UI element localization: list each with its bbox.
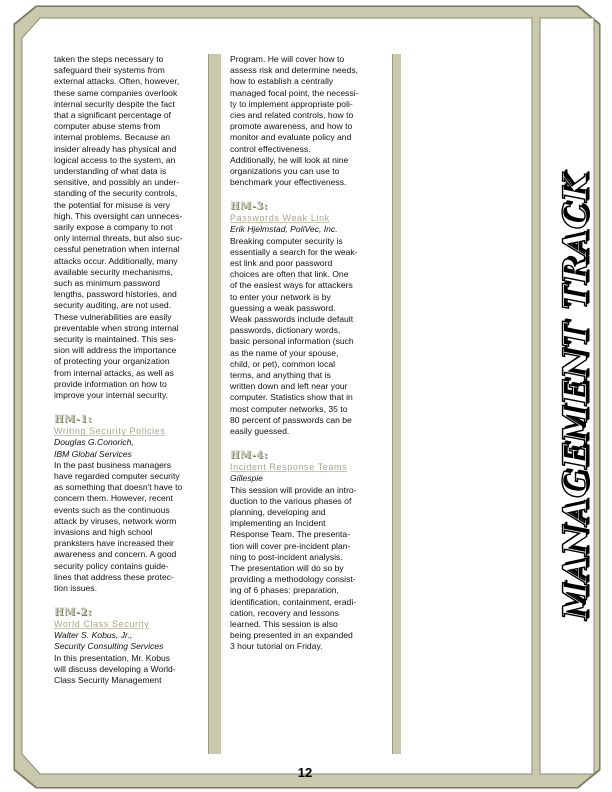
session-body: This session will provide an intro- duction to the various phases of planning, developing and implementing an Incident Response Team. The presenta- tion will cover pre-incident plan- ning to post-incident analysis. The presentation will do so by providing a methodology consist- ing of 6 phases: preparation, identification, containment, eradi- cation, recovery and lessons learned. This session is also being presented in an expanded 3 hour tutorial on Friday. — [230, 484, 357, 652]
text-column-1 — [54, 54, 214, 686]
column2-intro: Program. He will cover how to assess risk and determine needs, how to establish a centrally managed focal point, the necessi- ty to implement appropriate poli- cies and related controls, how to promote awareness, and how to monitor and evaluate policy and control effectiveness. Additionally, he will look at nine organizations you can use to benchmark your effectiveness. — [230, 54, 359, 188]
session-body: In this presentation, Mr. Kobus will discuss developing a World- Class Security Management — [54, 652, 176, 685]
session-code: HM-4: — [230, 450, 268, 462]
session-title: Writing Security Policies — [54, 426, 166, 437]
session-title: Incident Response Teams — [230, 462, 348, 473]
session-speaker: Douglas G.Conorich, IBM Global Services — [54, 437, 134, 459]
session-hm3 — [230, 200, 390, 437]
session-hm2 — [54, 606, 214, 686]
session-speaker: Gillespie — [230, 473, 263, 484]
session-body: Breaking computer security is essentially a search for the weak- est link and poor password choices are often that link. One of the easiest ways for attackers to enter your network is by guessing a weak password. Weak passwords include default passwords, dictionary words, basic personal information (such as the name of your spouse, child, or pet), common local terms, and anything that is written down and left near your computer. Statistics show that in most computer networks, 35 to 80 percent of passwords can be easily guessed. — [230, 235, 358, 437]
session-speaker: Erik Hjelmstad, PoliVec, Inc. — [230, 224, 338, 235]
session-title: Passwords Weak Link — [230, 213, 330, 224]
session-code: HM-2: — [54, 607, 92, 619]
page-number: 12 — [297, 765, 313, 780]
session-code: HM-1: — [54, 414, 92, 426]
session-code: HM-3: — [230, 201, 268, 213]
session-title: World Class Security — [54, 619, 150, 630]
session-hm4 — [230, 449, 390, 652]
column1-intro: taken the steps necessary to safeguard their systems from external attacks. Often, however, these same companies overlook internal security despite the fact that a significant percentage of computer abuse stems from internal problems. Because an insider already has physical and logical access to the system, an understanding of what data is sensitive, and possibly an under- standing of the security controls, the potential for misuse is very high. This oversight can unneces- sarily expose a company to not only internal threats, but also suc- cessful penetration when internal attacks occur. Additionally, many available security mechanisms, such as minimum password lengths, password histories, and security auditing, are not used. These vulnerabilities are easily preventable when strong internal security is maintained. This ses- sion will address the importance of protecting your organization from internal attacks, as well as provide information on how to improve your internal security. — [54, 54, 183, 401]
session-body: In the past business managers have regarded computer security as something that doesn't have to concern them. However, recent events such as the continuous attack by viruses, network worm invasions and high school pranksters have increased their awareness and concern. A good security policy contains guide- lines that address these protec- tion issues. — [54, 459, 183, 593]
track-title: MANAGEMENT TRACK — [555, 172, 595, 620]
session-speaker: Walter S. Kobus, Jr., Security Consulting Services — [54, 630, 164, 652]
session-hm1 — [54, 413, 214, 594]
text-column-2 — [230, 54, 390, 653]
